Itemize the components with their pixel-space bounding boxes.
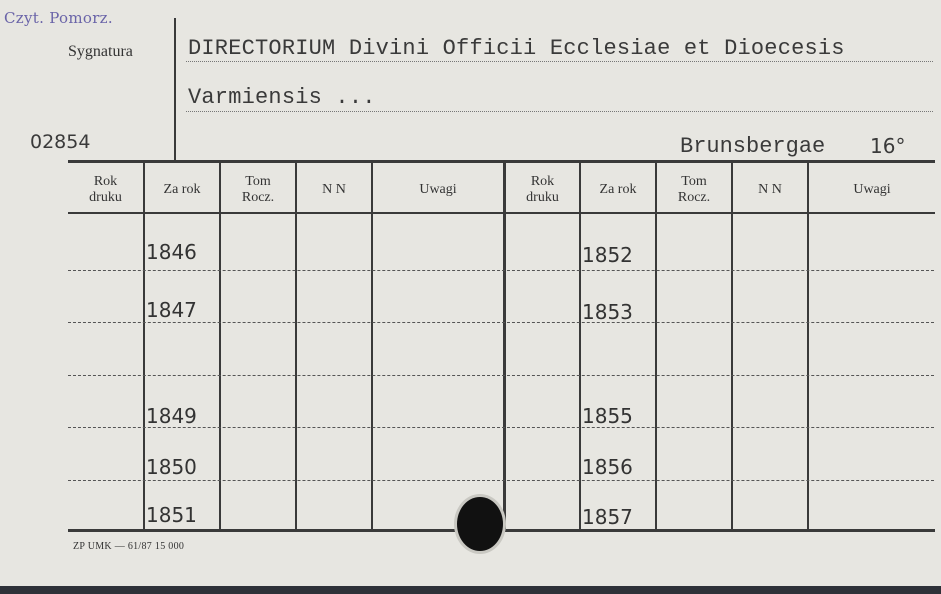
year-entry: 1853 <box>582 300 633 324</box>
printer-footer: ZP UMK — 61/87 15 000 <box>73 541 185 552</box>
row-rule <box>68 375 934 376</box>
column-divider <box>371 162 373 530</box>
row-rule <box>68 427 934 428</box>
column-divider <box>219 162 221 530</box>
row-rule <box>68 322 934 323</box>
year-entry: 1849 <box>146 404 197 428</box>
header-rok-druku: Rok druku <box>526 174 559 205</box>
year-entry: 1851 <box>146 503 197 527</box>
title-dotted-rule-2 <box>186 111 933 112</box>
year-entry: 1857 <box>582 505 633 529</box>
year-entry: 1852 <box>582 243 633 267</box>
scan-edge <box>0 586 941 594</box>
title-dotted-rule-1 <box>186 61 933 62</box>
year-entry: 1846 <box>146 240 197 264</box>
column-divider <box>295 162 297 530</box>
column-divider <box>143 162 145 530</box>
signature-number: 02854 <box>30 131 91 153</box>
header-tom-rocz: Tom Rocz. <box>241 174 275 205</box>
sygnatura-divider <box>174 18 176 160</box>
header-rok-druku: Rok druku <box>89 174 122 205</box>
year-entry: 1850 <box>146 455 197 479</box>
place-of-publication: Brunsbergae <box>680 134 826 159</box>
column-divider <box>655 162 657 530</box>
table-header-rule <box>68 212 935 214</box>
column-divider-center <box>503 162 506 530</box>
year-entry: 1855 <box>582 404 633 428</box>
title-line-1: DIRECTORIUM Divini Officii Ecclesiae et Dioecesis <box>188 36 845 61</box>
header-nn: N N <box>322 182 346 197</box>
book-format: 16° <box>870 134 906 158</box>
sygnatura-label: Sygnatura <box>68 43 133 60</box>
column-divider <box>731 162 733 530</box>
header-uwagi: Uwagi <box>419 182 457 197</box>
header-nn: N N <box>758 182 782 197</box>
punch-hole <box>457 497 503 551</box>
column-divider <box>579 162 581 530</box>
header-uwagi: Uwagi <box>853 182 891 197</box>
column-divider <box>807 162 809 530</box>
year-entry: 1847 <box>146 298 197 322</box>
header-za-rok: Za rok <box>163 182 201 197</box>
row-rule <box>68 270 934 271</box>
library-stamp: Czyt. Pomorz. <box>4 9 113 27</box>
header-tom-rocz: Tom Rocz. <box>677 174 711 205</box>
header-za-rok: Za rok <box>599 182 637 197</box>
row-rule <box>68 480 934 481</box>
year-entry: 1856 <box>582 455 633 479</box>
title-line-2: Varmiensis ... <box>188 85 376 110</box>
table-top-rule <box>68 160 935 163</box>
